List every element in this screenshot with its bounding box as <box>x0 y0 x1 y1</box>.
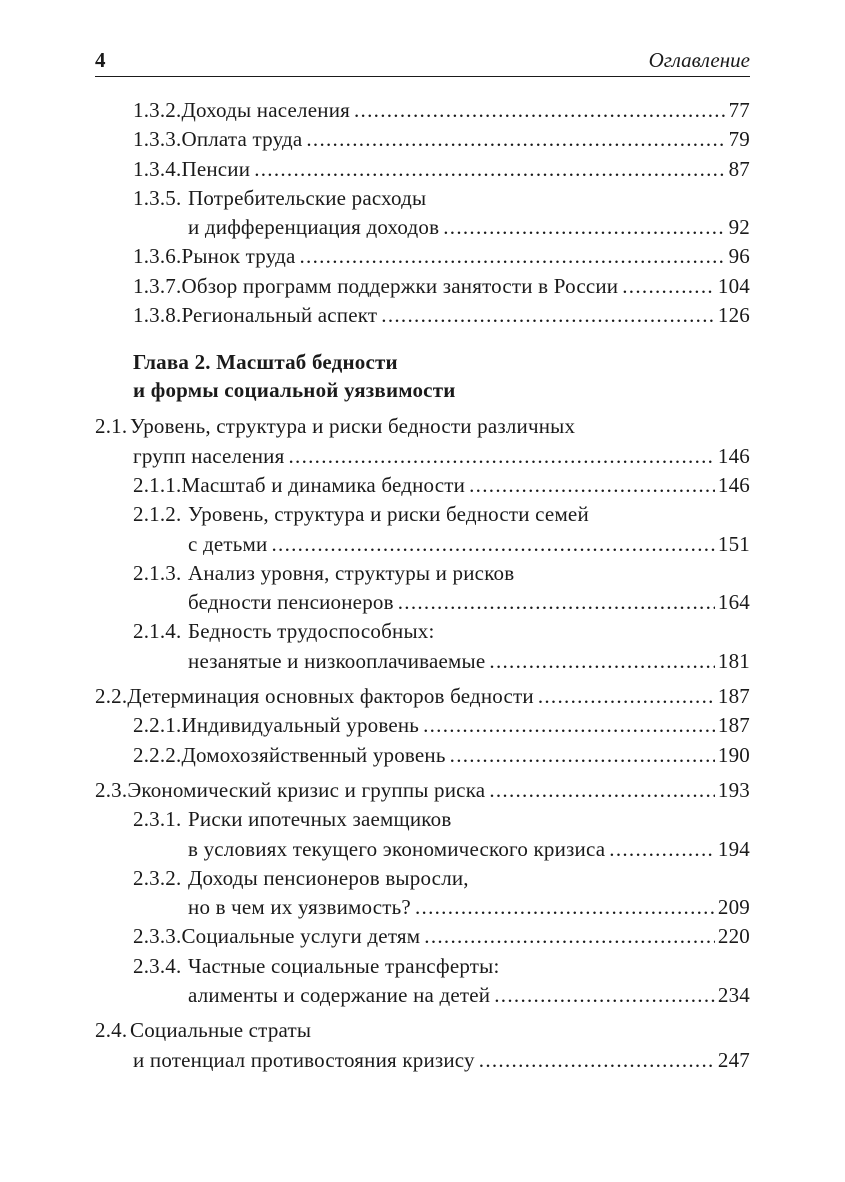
toc-entry-page: 209 <box>717 895 750 920</box>
toc-entry[interactable]: 1.3.8. Региональный аспект ..... 126 <box>95 301 750 330</box>
toc-entry-title: Домохозяйственный уровень <box>181 742 446 767</box>
toc-entry-page: 146 <box>717 472 750 497</box>
toc-entry-title: и дифференциация доходов <box>188 215 440 240</box>
toc-entry-page: 79 <box>728 127 750 152</box>
chapter-heading[interactable] <box>95 348 750 404</box>
toc-section-title: Детерминация основных факторов бедности <box>127 684 534 709</box>
toc-entry[interactable]: 2.3.4. Частные социальные трансферты: <box>95 952 750 981</box>
toc-section-continuation[interactable] <box>95 1046 750 1075</box>
toc-entry-page: 187 <box>717 713 750 738</box>
toc-entry-title: Риски ипотечных заемщиков <box>188 807 452 832</box>
toc-entry-title: бедности пенсионеров <box>188 590 394 615</box>
toc-entry-page: 96 <box>728 244 750 269</box>
chapter-heading-line: и формы социальной уязвимости <box>133 378 456 403</box>
toc-entry-title: Индивидуальный уровень <box>181 713 420 738</box>
dot-leader <box>254 155 725 184</box>
toc-entry-continuation[interactable] <box>95 893 750 922</box>
toc-entry-title: Социальные услуги детям <box>181 924 421 949</box>
toc-entry-page: 126 <box>717 303 750 328</box>
page-header <box>95 46 750 77</box>
toc-entry-page: 220 <box>717 924 750 949</box>
toc-entry-title: Уровень, структура и риски бедности семей <box>188 502 589 527</box>
dot-leader <box>354 96 726 125</box>
toc-section-title: Уровень, структура и риски бедности различных <box>130 414 576 439</box>
toc-section-page: 187 <box>717 684 750 709</box>
dot-leader <box>609 835 715 864</box>
toc-section-page: 193 <box>717 777 750 802</box>
chapter-heading-line: Глава 2. Масштаб бедности <box>133 350 398 375</box>
toc-entry-title: Масштаб и динамика бедности <box>181 472 466 497</box>
dot-leader <box>489 647 715 676</box>
toc-section[interactable]: 2.4. Социальные страты <box>95 1016 750 1045</box>
dot-leader <box>299 242 725 271</box>
toc-entry[interactable]: 1.3.2. Доходы населения ..... 77 <box>95 96 750 125</box>
toc-entry[interactable]: 2.3.1. Риски ипотечных заемщиков <box>95 805 750 834</box>
toc-entry-page: 190 <box>717 742 750 767</box>
toc-entry-page: 104 <box>717 273 750 298</box>
toc-entry-continuation[interactable] <box>95 981 750 1010</box>
toc-entry[interactable]: 2.2.1. Индивидуальный уровень ..... 187 <box>95 711 750 740</box>
toc-entry-page: 151 <box>717 531 750 556</box>
table-of-contents <box>95 96 750 1075</box>
toc-entry[interactable]: 2.1.3. Анализ уровня, структуры и рисков <box>95 559 750 588</box>
toc-entry[interactable]: 2.1.4. Бедность трудоспособных: <box>95 617 750 646</box>
toc-entry-title: Рынок труда <box>181 244 296 269</box>
toc-entry-title: Обзор программ поддержки занятости в России <box>181 273 619 298</box>
toc-entry-title: Бедность трудоспособных: <box>188 619 435 644</box>
toc-entry-title: Доходы пенсионеров выросли, <box>188 865 469 890</box>
toc-entry-page: 164 <box>717 590 750 615</box>
dot-leader <box>306 125 725 154</box>
toc-section-page: 247 <box>717 1047 750 1072</box>
toc-section[interactable]: 2.1. Уровень, структура и риски бедности различных <box>95 412 750 441</box>
toc-entry-title: Потребительские расходы <box>188 185 427 210</box>
dot-leader <box>479 1046 715 1075</box>
toc-entry[interactable]: 1.3.4. Пенсии ..... 87 <box>95 155 750 184</box>
toc-entry[interactable]: 2.2.2. Домохозяйственный уровень ..... 190 <box>95 741 750 770</box>
dot-leader <box>381 301 715 330</box>
toc-entry[interactable]: 2.3.2. Доходы пенсионеров выросли, <box>95 864 750 893</box>
toc-entry[interactable]: 1.3.5. Потребительские расходы <box>95 184 750 213</box>
dot-leader <box>271 530 714 559</box>
toc-entry-title: Региональный аспект <box>181 303 378 328</box>
toc-entry-continuation[interactable] <box>95 530 750 559</box>
toc-section-title: Экономический кризис и группы риска <box>127 777 486 802</box>
dot-leader <box>622 272 715 301</box>
toc-entry-page: 87 <box>728 156 750 181</box>
dot-leader <box>423 711 715 740</box>
dot-leader <box>288 442 714 471</box>
toc-entry-continuation[interactable] <box>95 213 750 242</box>
dot-leader <box>443 213 725 242</box>
toc-entry-continuation[interactable] <box>95 647 750 676</box>
toc-entry[interactable]: 2.1.2. Уровень, структура и риски бедности семей <box>95 500 750 529</box>
toc-section-continuation[interactable] <box>95 442 750 471</box>
page-number: 4 <box>95 48 106 72</box>
toc-entry-page: 181 <box>717 648 750 673</box>
toc-section[interactable]: 2.2. Детерминация основных факторов бедности ..... 187 <box>95 682 750 711</box>
toc-entry-page: 77 <box>728 98 750 122</box>
dot-leader <box>538 682 715 711</box>
dot-leader <box>450 741 715 770</box>
toc-section-title: и потенциал противостояния кризису <box>133 1047 475 1072</box>
dot-leader <box>469 471 715 500</box>
dot-leader <box>424 922 715 951</box>
toc-entry-page: 194 <box>717 836 750 861</box>
running-title: Оглавление <box>648 48 750 72</box>
toc-entry-title: Пенсии <box>181 156 251 181</box>
toc-entry[interactable]: 2.3.3. Социальные услуги детям ..... 220 <box>95 922 750 951</box>
dot-leader <box>489 776 715 805</box>
toc-entry-continuation[interactable] <box>95 835 750 864</box>
toc-section-page: 146 <box>717 443 750 468</box>
toc-entry-title: но в чем их уязвимость? <box>188 895 411 920</box>
toc-entry[interactable]: 1.3.7. Обзор программ поддержки занятости в России ..... 104 <box>95 272 750 301</box>
toc-entry-title: незанятые и низкооплачиваемые <box>188 648 486 673</box>
toc-section-title: Социальные страты <box>130 1018 312 1043</box>
toc-entry-page: 92 <box>728 215 750 240</box>
toc-entry-title: алименты и содержание на детей <box>188 983 491 1008</box>
toc-entry[interactable]: 1.3.6. Рынок труда ..... 96 <box>95 242 750 271</box>
toc-entry-title: Оплата труда <box>181 127 303 152</box>
toc-entry-title: Доходы населения <box>181 98 350 122</box>
toc-entry-title: Анализ уровня, структуры и рисков <box>188 560 515 585</box>
toc-entry-title: Частные социальные трансферты: <box>188 953 500 978</box>
toc-entry[interactable]: 2.1.1. Масштаб и динамика бедности ..... 146 <box>95 471 750 500</box>
toc-entry-title: в условиях текущего экономического кризиса <box>188 836 606 861</box>
toc-entry[interactable]: 1.3.3. Оплата труда ..... 79 <box>95 125 750 154</box>
toc-section-title: групп населения <box>133 443 285 468</box>
dot-leader <box>398 588 715 617</box>
toc-entry-title: с детьми <box>188 531 268 556</box>
dot-leader <box>494 981 715 1010</box>
toc-entry-continuation[interactable] <box>95 588 750 617</box>
toc-entry-page: 234 <box>717 983 750 1008</box>
toc-section[interactable]: 2.3. Экономический кризис и группы риска ..... 193 <box>95 776 750 805</box>
dot-leader <box>415 893 715 922</box>
